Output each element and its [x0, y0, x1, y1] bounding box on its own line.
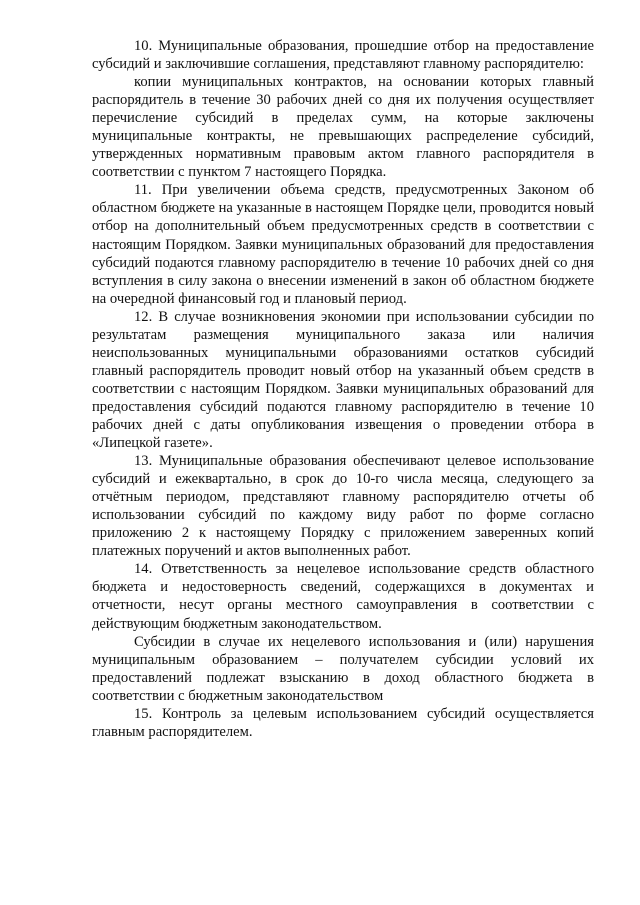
paragraph-10: 10. Муниципальные образования, прошедшие отбор на предоставление субсидий и заключившие соглашения, представляют главному распорядителю:	[92, 38, 594, 73]
paragraph-12: 12. В случае возникновения экономии при использовании субсидии по результатам размещения муниципального заказа или наличия неиспользованных муниципальными образованиями остатков субсидий главный распорядитель проводит новый отбор на указанный объем средств в соответствии с настоящим Порядком. Заявки муниципальных образований для предоставления субсидий подаются главному распорядителю в течение 10 рабочих дней с даты опубликования извещения о проведении отбора в «Липецкой газете».	[92, 308, 594, 452]
document-page	[92, 37, 594, 741]
paragraph-11: 11. При увеличении объема средств, предусмотренных Законом об областном бюджете на указанные в настоящем Порядке цели, проводится новый отбор на дополнительный объем предусмотренных средств в соответствии с настоящим Порядком. Заявки муниципальных образований для предоставления субсидий подаются главному распорядителю в течение 10 рабочих дней со дня вступления в силу закона о внесении изменений в закон об областном бюджете на очередной финансовый год и плановый период.	[92, 182, 594, 307]
paragraph-10-contracts: копии муниципальных контрактов, на основании которых главный распорядитель в течение 30 рабочих дней со дня их получения осуществляет перечисление субсидий в пределах сумм, на которые заключены муниципальные контракты, не превышающих распределение субсидий, утвержденных нормативным правовым актом главного распорядителя в соответствии с пунктом 7 настоящего Порядка.	[92, 74, 594, 181]
paragraph-14-subsidies: Субсидии в случае их нецелевого использования и (или) нарушения муниципальным образованием – получателем субсидии условий их предоставлений подлежат взысканию в доход областного бюджета в соответствии с бюджетным законодательством	[92, 633, 594, 704]
paragraph-15: 15. Контроль за целевым использованием субсидий осуществляется главным распорядителем.	[92, 705, 594, 740]
paragraph-14: 14. Ответственность за нецелевое использование средств областного бюджета и недостоверность сведений, содержащихся в документах и отчетности, несут органы местного самоуправления в соответствии с действующим бюджетным законодательством.	[92, 561, 594, 632]
paragraph-13: 13. Муниципальные образования обеспечивают целевое использование субсидий и ежеквартально, в срок до 10-го числа месяца, следующего за отчётным периодом, представляют главному распорядителю отчеты об использовании субсидий по каждому виду работ по форме согласно приложению 2 к настоящему Порядку с приложением заверенных копий платежных поручений и актов выполненных работ.	[92, 453, 594, 560]
